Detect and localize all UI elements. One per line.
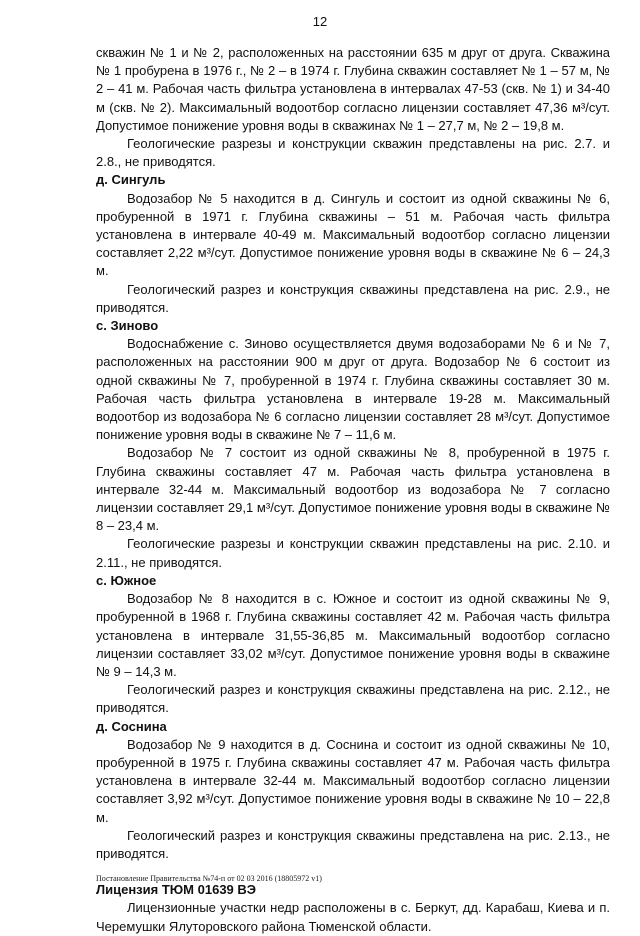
section-heading: с. Зиново xyxy=(96,318,159,334)
section-heading: д. Сингуль xyxy=(96,172,166,188)
body-paragraph: Водозабор № 7 состоит из одной скважины № 8, пробуренной в 1975 г. Глубина скважины составляет 47 м. Рабочая часть фильтра установлена в интервале 32-44 м. Максимальный водоотбор из водозабора № 7 согласно лицензии составляет 29,1 м³/сут. Допустимое понижение уровня воды в скважине № 8 – 23,4 м. xyxy=(96,445,610,534)
body-paragraph: Водозабор № 9 находится в д. Соснина и состоит из одной скважины № 10, пробуренной в 1975 г. Глубина скважины составляет 47 м. Рабочая часть фильтра установлена в интервале 32-44 м. Максимальный водоотбор согласно лицензии составляет 3,92 м³/сут. Допустимое понижение уровня воды в скважине № 10 – 22,8 м. xyxy=(96,736,610,825)
page-number: 12 xyxy=(312,14,328,29)
body-paragraph: Геологические разрезы и конструкции скважин представлены на рис. 2.7. и 2.8., не приводятся. xyxy=(96,136,610,170)
body-paragraph: скважин № 1 и № 2, расположенных на расстоянии 635 м друг от друга. Скважина № 1 пробурена в 1976 г., № 2 – в 1974 г. Глубина скважин составляет № 1 – 57 м, № 2 – 41 м. Рабочая часть фильтра установлена в интервалах 47-53 (скв. № 1) и 34-40 м (скв. № 2). Максимальный водоотбор согласно лицензии составляет 47,36 м³/сут. Допустимое понижение уровня воды в скважинах № 1 – 27,7 м, № 2 – 19,8 м. xyxy=(96,45,610,133)
body-paragraph: Геологический разрез и конструкция скважины представлена на рис. 2.9., не приводятся. xyxy=(96,281,610,315)
body-paragraph: Водоснабжение с. Зиново осуществляется двумя водозаборами № 6 и № 7, расположенных на расстоянии 900 м друг от друга. Водозабор № 6 состоит из одной скважины № 7, пробуренной в 1974 г. Глубина скважины составляет 30 м. Рабочая часть фильтра установлена в интервале 19-28 м. Максимальный водоотбор из водозабора № 6 согласно лицензии составляет 28 м³/сут. Допустимое понижение уровня воды в скважине № 7 – 11,6 м. xyxy=(96,336,610,443)
body-paragraph: Геологический разрез и конструкция скважины представлена на рис. 2.12., не приводятся. xyxy=(96,682,610,716)
document-body xyxy=(96,44,610,936)
license-heading: Лицензия ТЮМ 01639 ВЭ xyxy=(96,882,257,898)
body-paragraph: Лицензионные участки недр расположены в с. Беркут, дд. Карабаш, Киева и п. Черемушки Ялуторовского района Тюменской области. xyxy=(96,900,610,934)
section-heading: д. Соснина xyxy=(96,718,167,734)
body-paragraph: Водозабор № 5 находится в д. Сингуль и состоит из одной скважины № 6, пробуренной в 1971 г. Глубина скважины – 51 м. Рабочая часть фильтра установлена в интервале 40-49 м. Максимальный водоотбор согласно лицензии составляет 2,22 м³/сут. Допустимое понижение уровня воды в скважине № 6 – 24,3 м. xyxy=(96,190,610,279)
section-heading: с. Южное xyxy=(96,572,157,588)
body-paragraph: Геологический разрез и конструкция скважины представлена на рис. 2.13., не приводятся. xyxy=(96,827,610,861)
body-paragraph: Геологические разрезы и конструкции скважин представлены на рис. 2.10. и 2.11., не приводятся. xyxy=(96,536,610,570)
page-footer: Постановление Правительства №74-п от 02 03 2016 (18805972 v1) xyxy=(96,874,322,883)
body-paragraph: Водозабор № 8 находится в с. Южное и состоит из одной скважины № 9, пробуренной в 1968 г. Глубина скважины составляет 42 м. Рабочая часть фильтра установлена в интервале 31,55-36,85 м. Максимальный водоотбор согласно лицензии составляет 33,02 м³/сут. Допустимое понижение уровня воды в скважине № 9 – 14,3 м. xyxy=(96,591,610,679)
